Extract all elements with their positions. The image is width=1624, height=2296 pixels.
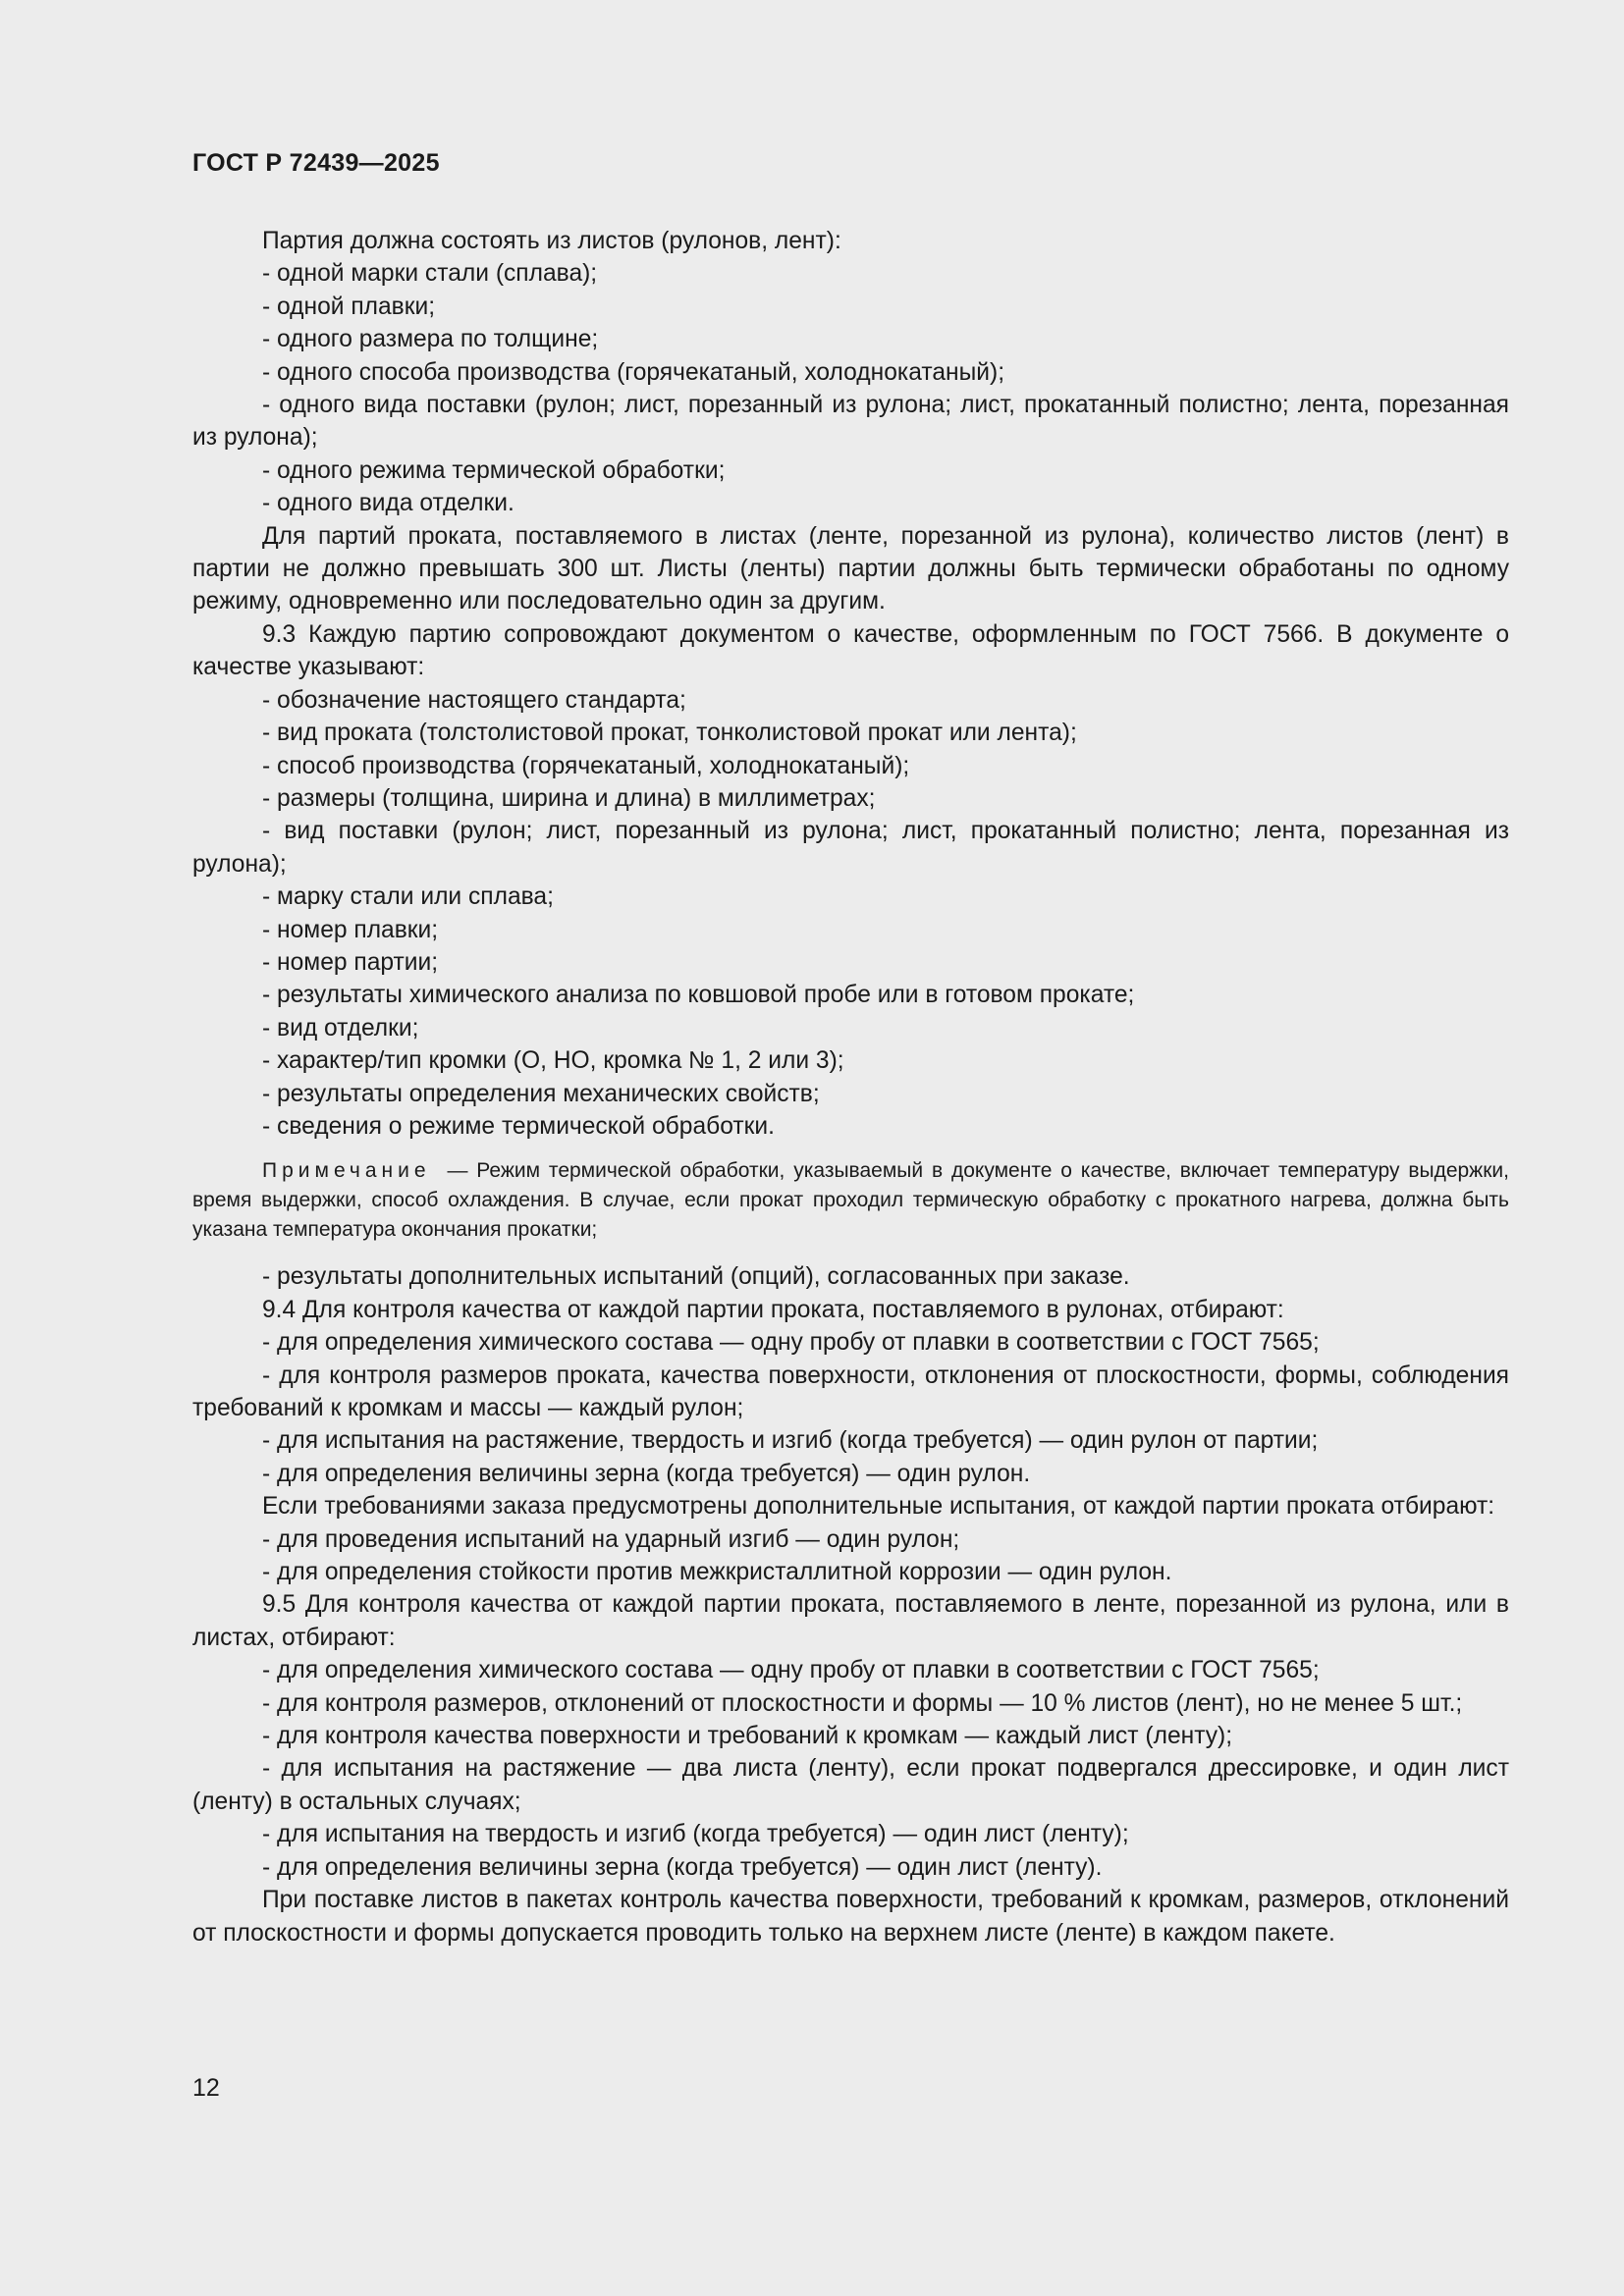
document-header: ГОСТ Р 72439—2025 [192,149,440,177]
list-item: - одного вида поставки (рулон; лист, порезанный из рулона; лист, прокатанный полистно; лента, порезанная из рулона); [192,392,1509,452]
list-item: - одной плавки; [262,293,436,320]
paragraph-9-3: 9.3 Каждую партию сопровождают документом о качестве, оформленным по ГОСТ 7566. В документе о качестве указывают: [192,620,1509,681]
list-item: - обозначение настоящего стандарта; [262,686,686,714]
list-item: - номер плавки; [262,916,439,943]
list-item: - одного способа производства (горячекатаный, холоднокатаный); [262,358,1005,386]
paragraph-additional-tests: Если требованиями заказа предусмотрены дополнительные испытания, от каждой партии проката отбирают: [262,1493,1495,1521]
note-text: — Режим термической обработки, указываемый в документе о качестве, включает температуру выдержки, время выдержки, способ охлаждения. В случае, если прокат проходил термическую обработку с прокатного нагрева, должна быть указана температура окончания прокатки; [192,1159,1509,1242]
paragraph-packets: При поставке листов в пакетах контроль качества поверхности, требований к кромкам, размеров, отклонений от плоскостности и формы допускается проводить только на верхнем листе (ленте) в каждом пакете. [192,1887,1509,1947]
list-item: - одного режима термической обработки; [262,456,726,484]
list-item: - номер партии; [262,948,439,976]
list-item: - одного вида отделки. [262,490,514,517]
list-item: - одной марки стали (сплава); [262,260,598,288]
list-item: - для контроля качества поверхности и требований к кромкам — каждый лист (ленту); [262,1723,1233,1750]
note-block [192,1156,1509,1245]
paragraph-sheet-batches: Для партий проката, поставляемого в листах (ленте, порезанной из рулона), количество листов (лент) в партии не должно превышать 300 шт. Листы (ленты) партии должны быть термически обработаны по одному режиму, одновременно или последовательно один за другим. [192,522,1509,615]
page-number: 12 [192,2074,220,2102]
list-item: - результаты дополнительных испытаний (опций), согласованных при заказе. [262,1263,1130,1291]
list-item: - для испытания на растяжение — два листа (ленту), если прокат подвергался дрессировке, и один лист (ленту) в остальных случаях; [192,1755,1509,1815]
list-item: - размеры (толщина, ширина и длина) в миллиметрах; [262,784,876,812]
list-item: - для испытания на растяжение, твердость и изгиб (когда требуется) — один рулон от партии; [262,1427,1319,1455]
paragraph-9-5: 9.5 Для контроля качества от каждой партии проката, поставляемого в ленте, порезанной из рулона, или в листах, отбирают: [192,1591,1509,1651]
list-item: - вид поставки (рулон; лист, порезанный из рулона; лист, прокатанный полистно; лента, порезанная из рулона); [192,818,1509,878]
list-item: - для определения величины зерна (когда требуется) — один лист (ленту). [262,1853,1103,1881]
list-item: - для определения стойкости против межкристаллитной коррозии — один рулон. [262,1559,1172,1586]
list-item: - сведения о режиме термической обработки. [262,1112,775,1140]
list-item: - для проведения испытаний на ударный изгиб — один рулон; [262,1525,960,1553]
list-item: - одного размера по толщине; [262,326,599,353]
list-item: - для контроля размеров, отклонений от плоскостности и формы — 10 % листов (лент), но не менее 5 шт.; [262,1689,1463,1717]
list-item: - марку стали или сплава; [262,883,554,911]
list-item: - способ производства (горячекатаный, холоднокатаный); [262,752,910,779]
list-item: - для определения величины зерна (когда требуется) — один рулон. [262,1460,1031,1487]
list-item: - для определения химического состава — одну пробу от плавки в соответствии с ГОСТ 7565; [262,1329,1320,1357]
list-item: - вид отделки; [262,1014,419,1041]
document-body [192,225,1509,1949]
list-item: - вид проката (толстолистовой прокат, тонколистовой прокат или лента); [262,720,1077,747]
note-label: Примечание [262,1159,431,1183]
list-item: - результаты определения механических свойств; [262,1080,820,1107]
list-item: - результаты химического анализа по ковшовой пробе или в готовом прокате; [262,982,1135,1009]
list-item: - характер/тип кромки (О, НО, кромка № 1, 2 или 3); [262,1047,844,1075]
list-item: - для контроля размеров проката, качества поверхности, отклонения от плоскостности, формы, соблюдения требований к кромкам и массы — каждый рулон; [192,1362,1509,1421]
list-item: - для испытания на твердость и изгиб (когда требуется) — один лист (ленту); [262,1821,1129,1848]
list-item: - для определения химического состава — одну пробу от плавки в соответствии с ГОСТ 7565; [262,1657,1320,1684]
paragraph-9-4: 9.4 Для контроля качества от каждой партии проката, поставляемого в рулонах, отбирают: [262,1296,1284,1323]
paragraph-batch-intro: Партия должна состоять из листов (рулонов, лент): [262,228,841,254]
